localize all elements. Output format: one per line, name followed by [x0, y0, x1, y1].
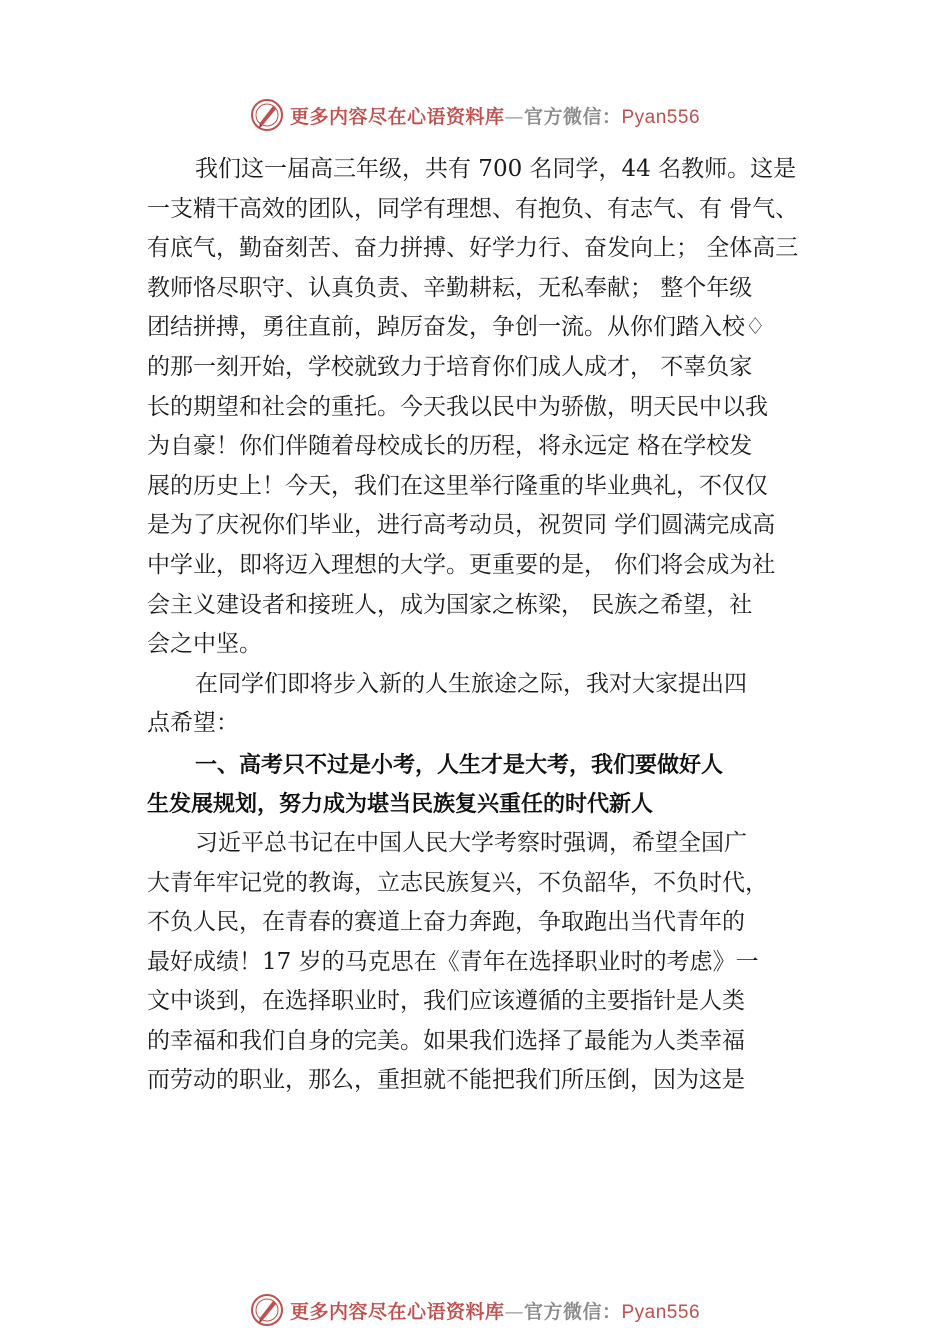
- text-line: 团结拼搏，勇往直前，踔厉奋发，争创一流。从你们踏入校♢: [147, 314, 766, 341]
- text-line: 一支精干高效的团队，同学有理想、有抱负、有志气、有 骨气、: [147, 195, 799, 222]
- header-banner: [0, 95, 950, 135]
- text-line: 长的期望和社会的重托。今天我以民中为骄傲，明天民中以我: [147, 393, 768, 420]
- document-body: [147, 150, 837, 1101]
- text-line: 的幸福和我们自身的完美。如果我们选择了最能为人类幸福: [147, 1027, 745, 1054]
- banner-wechat-label: 官方微信：: [523, 1300, 622, 1323]
- paragraph-1: [147, 150, 837, 665]
- quill-pen-logo-icon: [250, 1293, 284, 1327]
- text-line: 教师恪尽职守、认真负责、辛勤耕耘，无私奉献； 整个年级: [147, 274, 753, 301]
- header-banner-text: [290, 102, 700, 129]
- quill-pen-logo-icon: [250, 98, 284, 132]
- footer-banner: [0, 1290, 950, 1330]
- text-line: 是为了庆祝你们毕业，进行高考动员，祝贺同 学们圆满完成高: [147, 512, 776, 539]
- footer-banner-text: [290, 1297, 700, 1324]
- text-line: 习近平总书记在中国人民大学考察时强调，希望全国广: [195, 829, 747, 856]
- text-line: 有底气，勤奋刻苦、奋力拼搏、好学力行、奋发向上； 全体高三: [147, 235, 799, 262]
- text-line: 我们这一届高三年级，共有 700 名同学，44 名教师。这是: [195, 156, 797, 182]
- paragraph-2: [147, 665, 837, 744]
- paragraph-3: [147, 824, 837, 1101]
- heading-line: 一、高考只不过是小考，人生才是大考，我们要做好人: [195, 752, 724, 778]
- text-line: 而劳动的职业，那么，重担就不能把我们所压倒，因为这是: [147, 1067, 745, 1094]
- banner-wechat-id: Pyan556: [621, 106, 701, 128]
- banner-wechat-label: 官方微信：: [523, 105, 622, 128]
- section-heading-1: [147, 746, 837, 824]
- text-line: 为自豪！你们伴随着母校成长的历程，将永远定 格在学校发: [147, 433, 753, 460]
- heading-line: 生发展规划，努力成为堪当民族复兴重任的时代新人: [147, 791, 654, 817]
- text-line: 的那一刻开始，学校就致力于培育你们成人成才， 不辜负家: [147, 353, 753, 380]
- text-line: 大青年牢记党的教诲，立志民族复兴，不负韶华，不负时代，: [147, 869, 768, 896]
- banner-separator: —: [504, 105, 524, 128]
- text-line: 会主义建设者和接班人，成为国家之栋梁， 民族之希望，社: [147, 591, 753, 618]
- text-line: 在同学们即将步入新的人生旅途之际，我对大家提出四: [195, 670, 747, 697]
- text-line: 文中谈到，在选择职业时，我们应该遵循的主要指针是人类: [147, 988, 745, 1015]
- text-line: 点希望：: [147, 710, 239, 737]
- banner-wechat-id: Pyan556: [621, 1301, 701, 1323]
- banner-main-text: 更多内容尽在心语资料库: [289, 1300, 505, 1323]
- text-line: 中学业，即将迈入理想的大学。更重要的是， 你们将会成为社: [147, 551, 776, 578]
- text-line: 展的历史上！今天，我们在这里举行隆重的毕业典礼，不仅仅: [147, 472, 768, 499]
- banner-main-text: 更多内容尽在心语资料库: [289, 105, 505, 128]
- banner-separator: —: [504, 1300, 524, 1323]
- text-line: 最好成绩！17 岁的马克思在《青年在选择职业时的考虑》一: [147, 948, 759, 975]
- text-line: 会之中坚。: [147, 631, 262, 658]
- text-line: 不负人民，在青春的赛道上奋力奔跑，争取跑出当代青年的: [147, 909, 745, 936]
